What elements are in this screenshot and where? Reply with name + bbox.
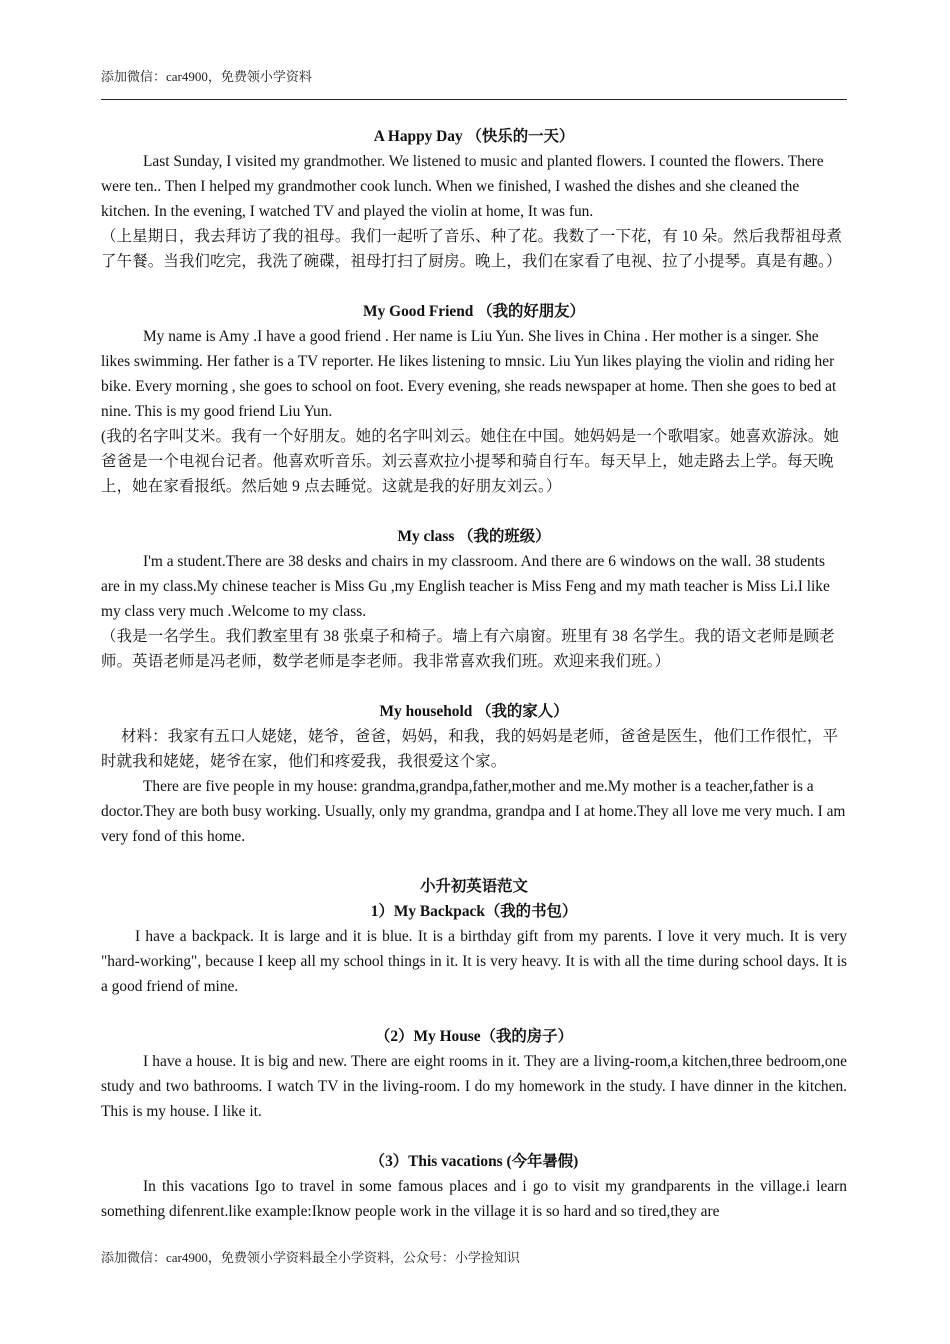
page-header: 添加微信：car4900，免费领小学资料 xyxy=(101,69,312,84)
essays-heading: 小升初英语范文 xyxy=(420,878,528,895)
section-title-backpack: 1）My Backpack（我的书包） xyxy=(370,903,578,920)
section-title-vacations: （3）This vacations (今年暑假) xyxy=(369,1153,579,1170)
my-class-chinese: （我是一名学生。我们教室里有 38 张桌子和椅子。墙上有六扇窗。班里有 38 名学生。我的语文老师是顾老师。英语老师是冯老师，数学老师是李老师。我非常喜欢我们班。欢迎来我们班。） xyxy=(101,628,835,670)
section-title-happy-day: A Happy Day （快乐的一天） xyxy=(373,128,575,145)
good-friend-chinese: (我的名字叫艾米。我有一个好朋友。她的名字叫刘云。她住在中国。她妈妈是一个歌唱家。她喜欢游泳。她爸爸是一个电视台记者。他喜欢听音乐。刘云喜欢拉小提琴和骑自行车。每天早上，她走路去上学。每天晚上，她在家看报纸。然后她 9 点去睡觉。这就是我的好朋友刘云。） xyxy=(101,428,840,495)
page-footer: 添加微信：car4900，免费领小学资料最全小学资料，公众号：小学捡知识 xyxy=(101,1250,520,1265)
house-english: I have a house. It is big and new. There are eight rooms in it. They are a living-room,a kitchen,three bedroom,one study and two bathrooms. I watch TV in the living-room. I do my homework in the study. I have dinner in the kitchen. This is my house. I like it. xyxy=(101,1053,847,1120)
header-divider xyxy=(101,99,847,100)
vacations-english: In this vacations Igo to travel in some famous places and i go to visit my grandparents in the village.i learn something difenrent.like example:Iknow people work in the village it is so hard and so tired,they are xyxy=(101,1178,847,1220)
happy-day-chinese: （上星期日，我去拜访了我的祖母。我们一起听了音乐、种了花。我数了一下花，有 10 朵。然后我帮祖母煮了午餐。当我们吃完，我洗了碗碟，祖母打扫了厨房。晚上，我们在家看了电视、拉了小提琴。真是有趣。） xyxy=(101,228,843,270)
document-body xyxy=(101,124,847,1224)
backpack-english: I have a backpack. It is large and it is blue. It is a birthday gift from my parents. I love it very much. It is very "hard-working", because I keep all my school things in it. It is very heavy. It is with all the time during school days. It is a good friend of mine. xyxy=(101,928,847,995)
section-title-good-friend: My Good Friend （我的好朋友） xyxy=(363,303,585,320)
section-title-household: My household （我的家人） xyxy=(379,703,569,720)
section-title-house: （2）My House（我的房子） xyxy=(375,1028,573,1045)
household-english: There are five people in my house: grandma,grandpa,father,mother and me.My mother is a teacher,father is a doctor.They are both busy working. Usually, only my grandma, grandpa and I at home.They all love me very much. I am very fond of this home. xyxy=(101,778,846,845)
good-friend-english: My name is Amy .I have a good friend . Her name is Liu Yun. She lives in China . Her mother is a singer. She likes swimming. Her father is a TV reporter. He likes listening to mnsic. Liu Yun likes playing the violin and riding her bike. Every morning , she goes to school on foot. Every evening, she reads newspaper at home. Then she goes to bed at nine. This is my good friend Liu Yun. xyxy=(101,328,837,420)
section-title-my-class: My class （我的班级） xyxy=(397,528,551,545)
happy-day-english: Last Sunday, I visited my grandmother. We listened to music and planted flowers. I counted the flowers. There were ten.. Then I helped my grandmother cook lunch. When we finished, I washed the dishes and she cleaned the kitchen. In the evening, I watched TV and played the violin at home, It was fun. xyxy=(101,153,824,220)
household-material: 材料：我家有五口人姥姥，姥爷，爸爸，妈妈，和我，我的妈妈是老师，爸爸是医生，他们工作很忙，平时就我和姥姥，姥爷在家，他们和疼爱我，我很爱这个家。 xyxy=(101,728,839,770)
my-class-english: I'm a student.There are 38 desks and chairs in my classroom. And there are 6 windows on the wall. 38 students are in my class.My chinese teacher is Miss Gu ,my English teacher is Miss Feng and my math teacher is Miss Li.I like my class very much .Welcome to my class. xyxy=(101,553,830,620)
